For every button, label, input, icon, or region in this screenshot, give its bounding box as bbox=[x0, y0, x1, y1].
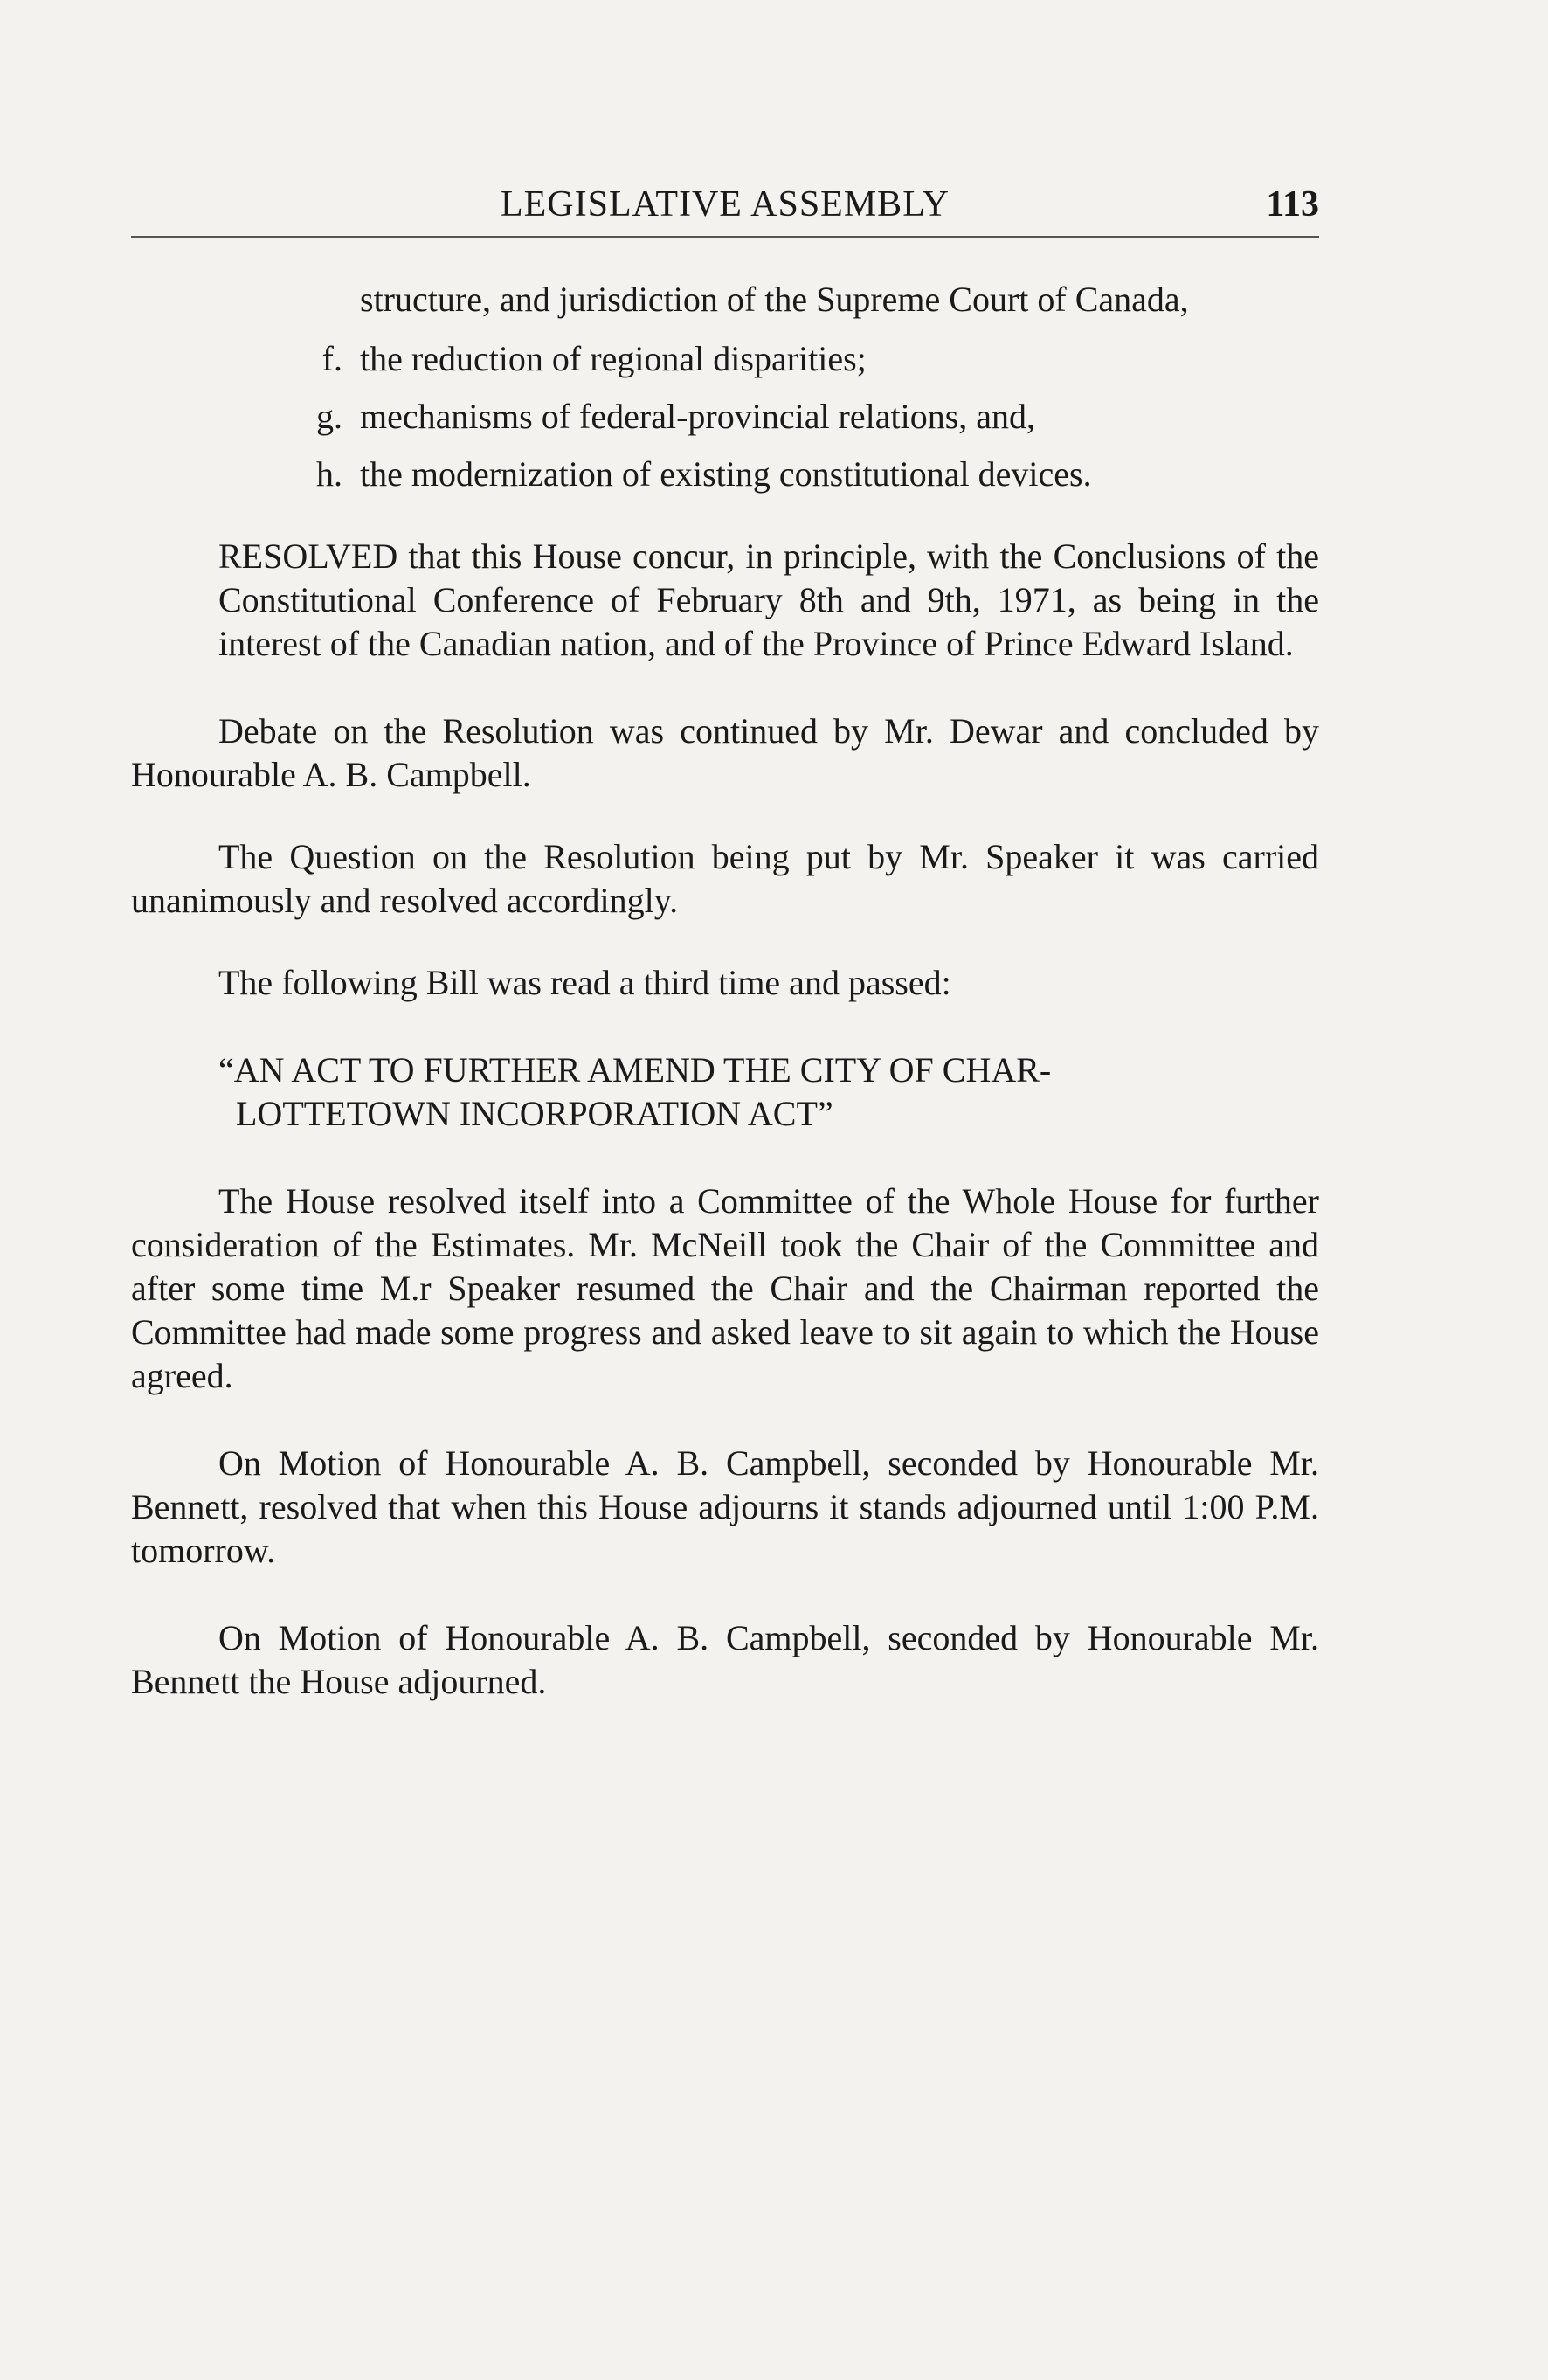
list-item bbox=[131, 337, 1319, 381]
document-page bbox=[131, 0, 1319, 2380]
debate-paragraph: Debate on the Resolution was continued by Mr. Dewar and concluded by Honourable A. B. Campbell. bbox=[131, 711, 1319, 794]
list-marker: g. bbox=[316, 397, 342, 436]
motion-paragraph-2: On Motion of Honourable A. B. Campbell, seconded by Honourable Mr. Bennett the House adjourned. bbox=[131, 1618, 1319, 1701]
running-title: LEGISLATIVE ASSEMBLY bbox=[501, 184, 950, 225]
list-item-text: mechanisms of federal-provincial relations, and, bbox=[360, 397, 1036, 436]
question-paragraph: The Question on the Resolution being put by Mr. Speaker it was carried unanimously and resolved accordingly. bbox=[131, 837, 1319, 920]
enumerated-list bbox=[131, 337, 1319, 496]
act-title-line-1: “AN ACT TO FURTHER AMEND THE CITY OF CHAR- bbox=[218, 1050, 1052, 1090]
page-number: 113 bbox=[1266, 184, 1319, 225]
bill-intro-paragraph: The following Bill was read a third time and passed: bbox=[218, 963, 951, 1002]
continuation-text: structure, and jurisdiction of the Supreme Court of Canada, bbox=[360, 280, 1189, 319]
list-marker: f. bbox=[321, 339, 342, 378]
committee-paragraph: The House resolved itself into a Committee of the Whole House for further consideration of the Estimates. Mr. McNeill took the Chair of the Committee and after some time M.r Speaker resumed the Chair and the Chairman reported the Committee had made some progress and asked leave to sit again to which the House agreed. bbox=[131, 1181, 1319, 1395]
act-title-line-2: LOTTETOWN INCORPORATION ACT” bbox=[236, 1094, 833, 1133]
act-title bbox=[218, 1048, 1319, 1136]
list-item bbox=[131, 395, 1319, 439]
list-item-text: the reduction of regional disparities; bbox=[360, 339, 867, 378]
list-item bbox=[131, 453, 1319, 496]
resolved-paragraph: RESOLVED that this House concur, in principle, with the Conclusions of the Constitutional Conference of February 8th and 9th, 1971, as being in the interest of the Canadian nation, and of the Province of Prince Edward Island. bbox=[218, 536, 1319, 663]
page-body bbox=[131, 278, 1319, 1704]
list-item-text: the modernization of existing constitutional devices. bbox=[360, 454, 1092, 494]
motion-paragraph-1: On Motion of Honourable A. B. Campbell, seconded by Honourable Mr. Bennett, resolved that when this House adjourns it stands adjourned until 1:00 P.M. tomorrow. bbox=[131, 1443, 1319, 1570]
page-header bbox=[131, 183, 1319, 238]
list-marker: h. bbox=[316, 454, 342, 494]
